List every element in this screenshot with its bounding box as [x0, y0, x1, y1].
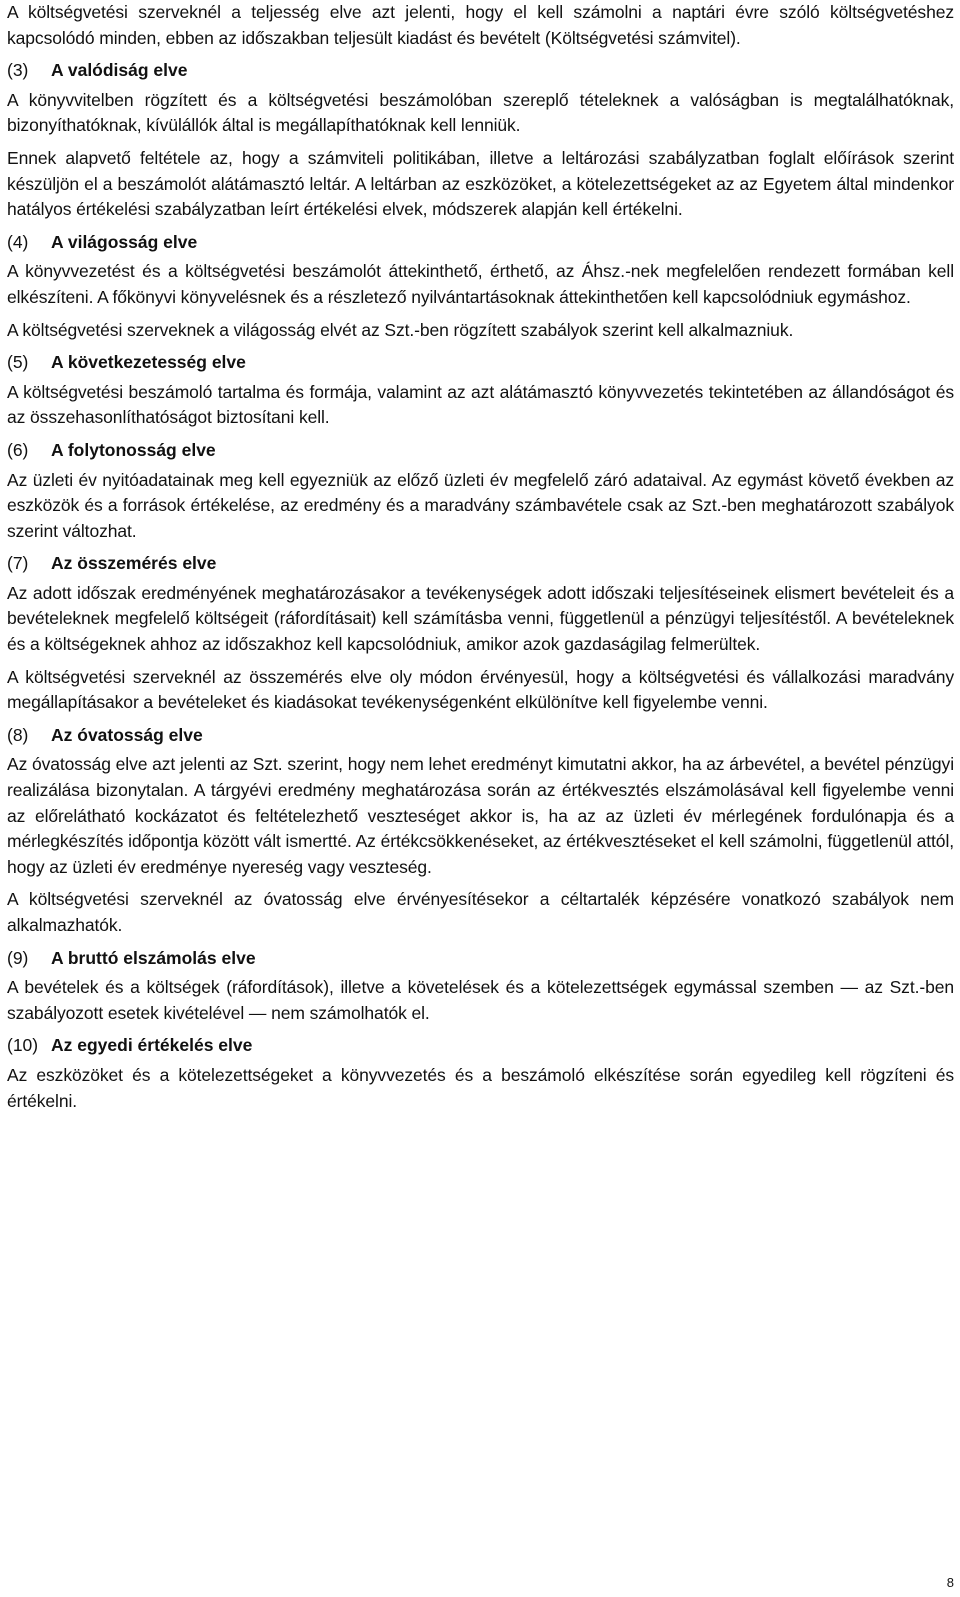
- section-paragraph: A költségvetési szerveknél az óvatosság elve érvényesítésekor a céltartalék képzésére vonatkozó szabályok nem alkalmazhatók.: [7, 889, 954, 935]
- intro-paragraph: A költségvetési szerveknél a teljesség elve azt jelenti, hogy el kell számolni a naptári évre szóló költségvetéshez kapcsolódó minden, ebben az időszakban teljesült kiadást és bevételt (Költségvetési számvitel).: [7, 2, 954, 48]
- section-paragraph: Az üzleti év nyitóadatainak meg kell egyezniük az előző üzleti év megfelelő záró adataival. Az egymást követő években az eszközök és a források értékelése, az eredmény és a maradvány számbavétele csak az Szt.-ben meghatározott szabályok szerint változhat.: [7, 469, 954, 541]
- section-paragraph: A költségvetési szerveknek a világosság elvét az Szt.-ben rögzített szabályok szerint kell alkalmazniuk.: [7, 319, 794, 340]
- section-heading: [7, 58, 954, 84]
- section-10: [7, 1033, 954, 1114]
- section-number: (8): [7, 724, 29, 745]
- section-title: A világosság elve: [51, 231, 198, 252]
- section-6: [7, 438, 954, 544]
- section-heading: [7, 350, 954, 376]
- section-7: [7, 551, 954, 716]
- section-paragraph: A költségvetési szerveknél az összemérés elve oly módon érvényesül, hogy a költségvetési és vállalkozási maradvány megállapításakor a bevételeket és kiadásokat tevékenységenként elkülönítve kell figyelembe venni.: [7, 666, 954, 713]
- section-paragraph: A könyvvitelben rögzített és a költségvetési beszámolóban szereplő tételeknek a valóságban is megtalálhatóknak, bizonyíthatóknak, kívülállók által is megállapíthatóknak kell lenniük.: [7, 89, 954, 136]
- section-4: [7, 230, 954, 343]
- section-9: [7, 946, 954, 1027]
- section-title: Az óvatosság elve: [51, 724, 203, 745]
- section-number: (9): [7, 947, 29, 968]
- section-title: A bruttó elszámolás elve: [51, 947, 256, 968]
- section-8: [7, 723, 954, 939]
- section-paragraph: Az óvatosság elve azt jelenti az Szt. szerint, hogy nem lehet eredményt kimutatni akkor, ha az árbevétel, a bevétel pénzügyi realizálása bizonytalan. A tárgyévi eredmény meghatározása során az értékvesztés elszámolásával kell figyelembe venni az előrelátható kockázatot és feltételezhető veszteséget akkor is, ha az az üzleti év mérlegének fordulónapja és a mérlegkészítés időpontja között vált ismertté. Az értékcsökkenéseket, az értékvesztéseket el kell számolni, függetlenül attól, hogy az üzleti év eredménye nyereség vagy veszteség.: [7, 754, 954, 877]
- section-5: [7, 350, 954, 431]
- section-number: (4): [7, 231, 29, 252]
- section-title: A valódiság elve: [51, 60, 188, 81]
- section-paragraph: A költségvetési beszámoló tartalma és formája, valamint az azt alátámasztó könyvvezetés tekintetében az állandóságot és az összehasonlíthatóságot biztosítani kell.: [7, 381, 954, 428]
- section-heading: [7, 230, 954, 256]
- page-number: 8: [946, 1575, 954, 1590]
- section-paragraph: A könyvvezetést és a költségvetési beszámolót áttekinthető, érthető, az Áhsz.-nek megfelelően rendezett formában kell elkészíteni. A főkönyvi könyvelésnek és a részletező nyilvántartásoknak áttekinthetően kell kapcsolódniuk egymáshoz.: [7, 261, 954, 307]
- section-heading: [7, 946, 954, 972]
- section-paragraph: Az adott időszak eredményének meghatározásakor a tevékenységek adott időszaki teljesítéseinek elismert bevételeit és a bevételeknek megfelelő költségeit (ráfordításait) kell számításba venni, függetlenül a pénzügyi teljesítéstől. A bevételeknek és a költségeknek ahhoz az időszakhoz kell kapcsolódniuk, amikor azok gazdaságilag felmerültek.: [7, 582, 954, 655]
- section-3: [7, 58, 954, 223]
- section-title: Az egyedi értékelés elve: [51, 1035, 253, 1056]
- section-heading: [7, 1033, 954, 1059]
- section-paragraph: Ennek alapvető feltétele az, hogy a számviteli politikában, illetve a leltározási szabályzatban foglalt előírások szerint készüljön el a beszámolót alátámasztó leltár. A leltárban az eszközöket, a kötelezettségeket az az Egyetem által mindenkor hatályos értékelési szabályzatban leírt értékelési elvek, módszerek alapján kell értékelni.: [7, 147, 954, 220]
- section-number: (6): [7, 439, 29, 460]
- document-page: [7, 0, 954, 1114]
- section-title: A következetesség elve: [51, 352, 246, 373]
- section-number: (10): [7, 1035, 39, 1056]
- section-paragraph: A bevételek és a költségek (ráfordítások), illetve a követelések és a kötelezettségek egymással szemben — az Szt.-ben szabályozott esetek kivételével — nem számolhatók el.: [7, 977, 954, 1023]
- section-heading: [7, 438, 954, 464]
- section-heading: [7, 551, 954, 577]
- section-number: (3): [7, 60, 29, 81]
- section-paragraph: Az eszközöket és a kötelezettségeket a könyvvezetés és a beszámoló elkészítése során egyedileg kell rögzíteni és értékelni.: [7, 1064, 954, 1111]
- section-heading: [7, 723, 954, 749]
- section-title: A folytonosság elve: [51, 439, 216, 460]
- section-number: (7): [7, 553, 29, 574]
- section-title: Az összemérés elve: [51, 553, 217, 574]
- section-number: (5): [7, 352, 29, 373]
